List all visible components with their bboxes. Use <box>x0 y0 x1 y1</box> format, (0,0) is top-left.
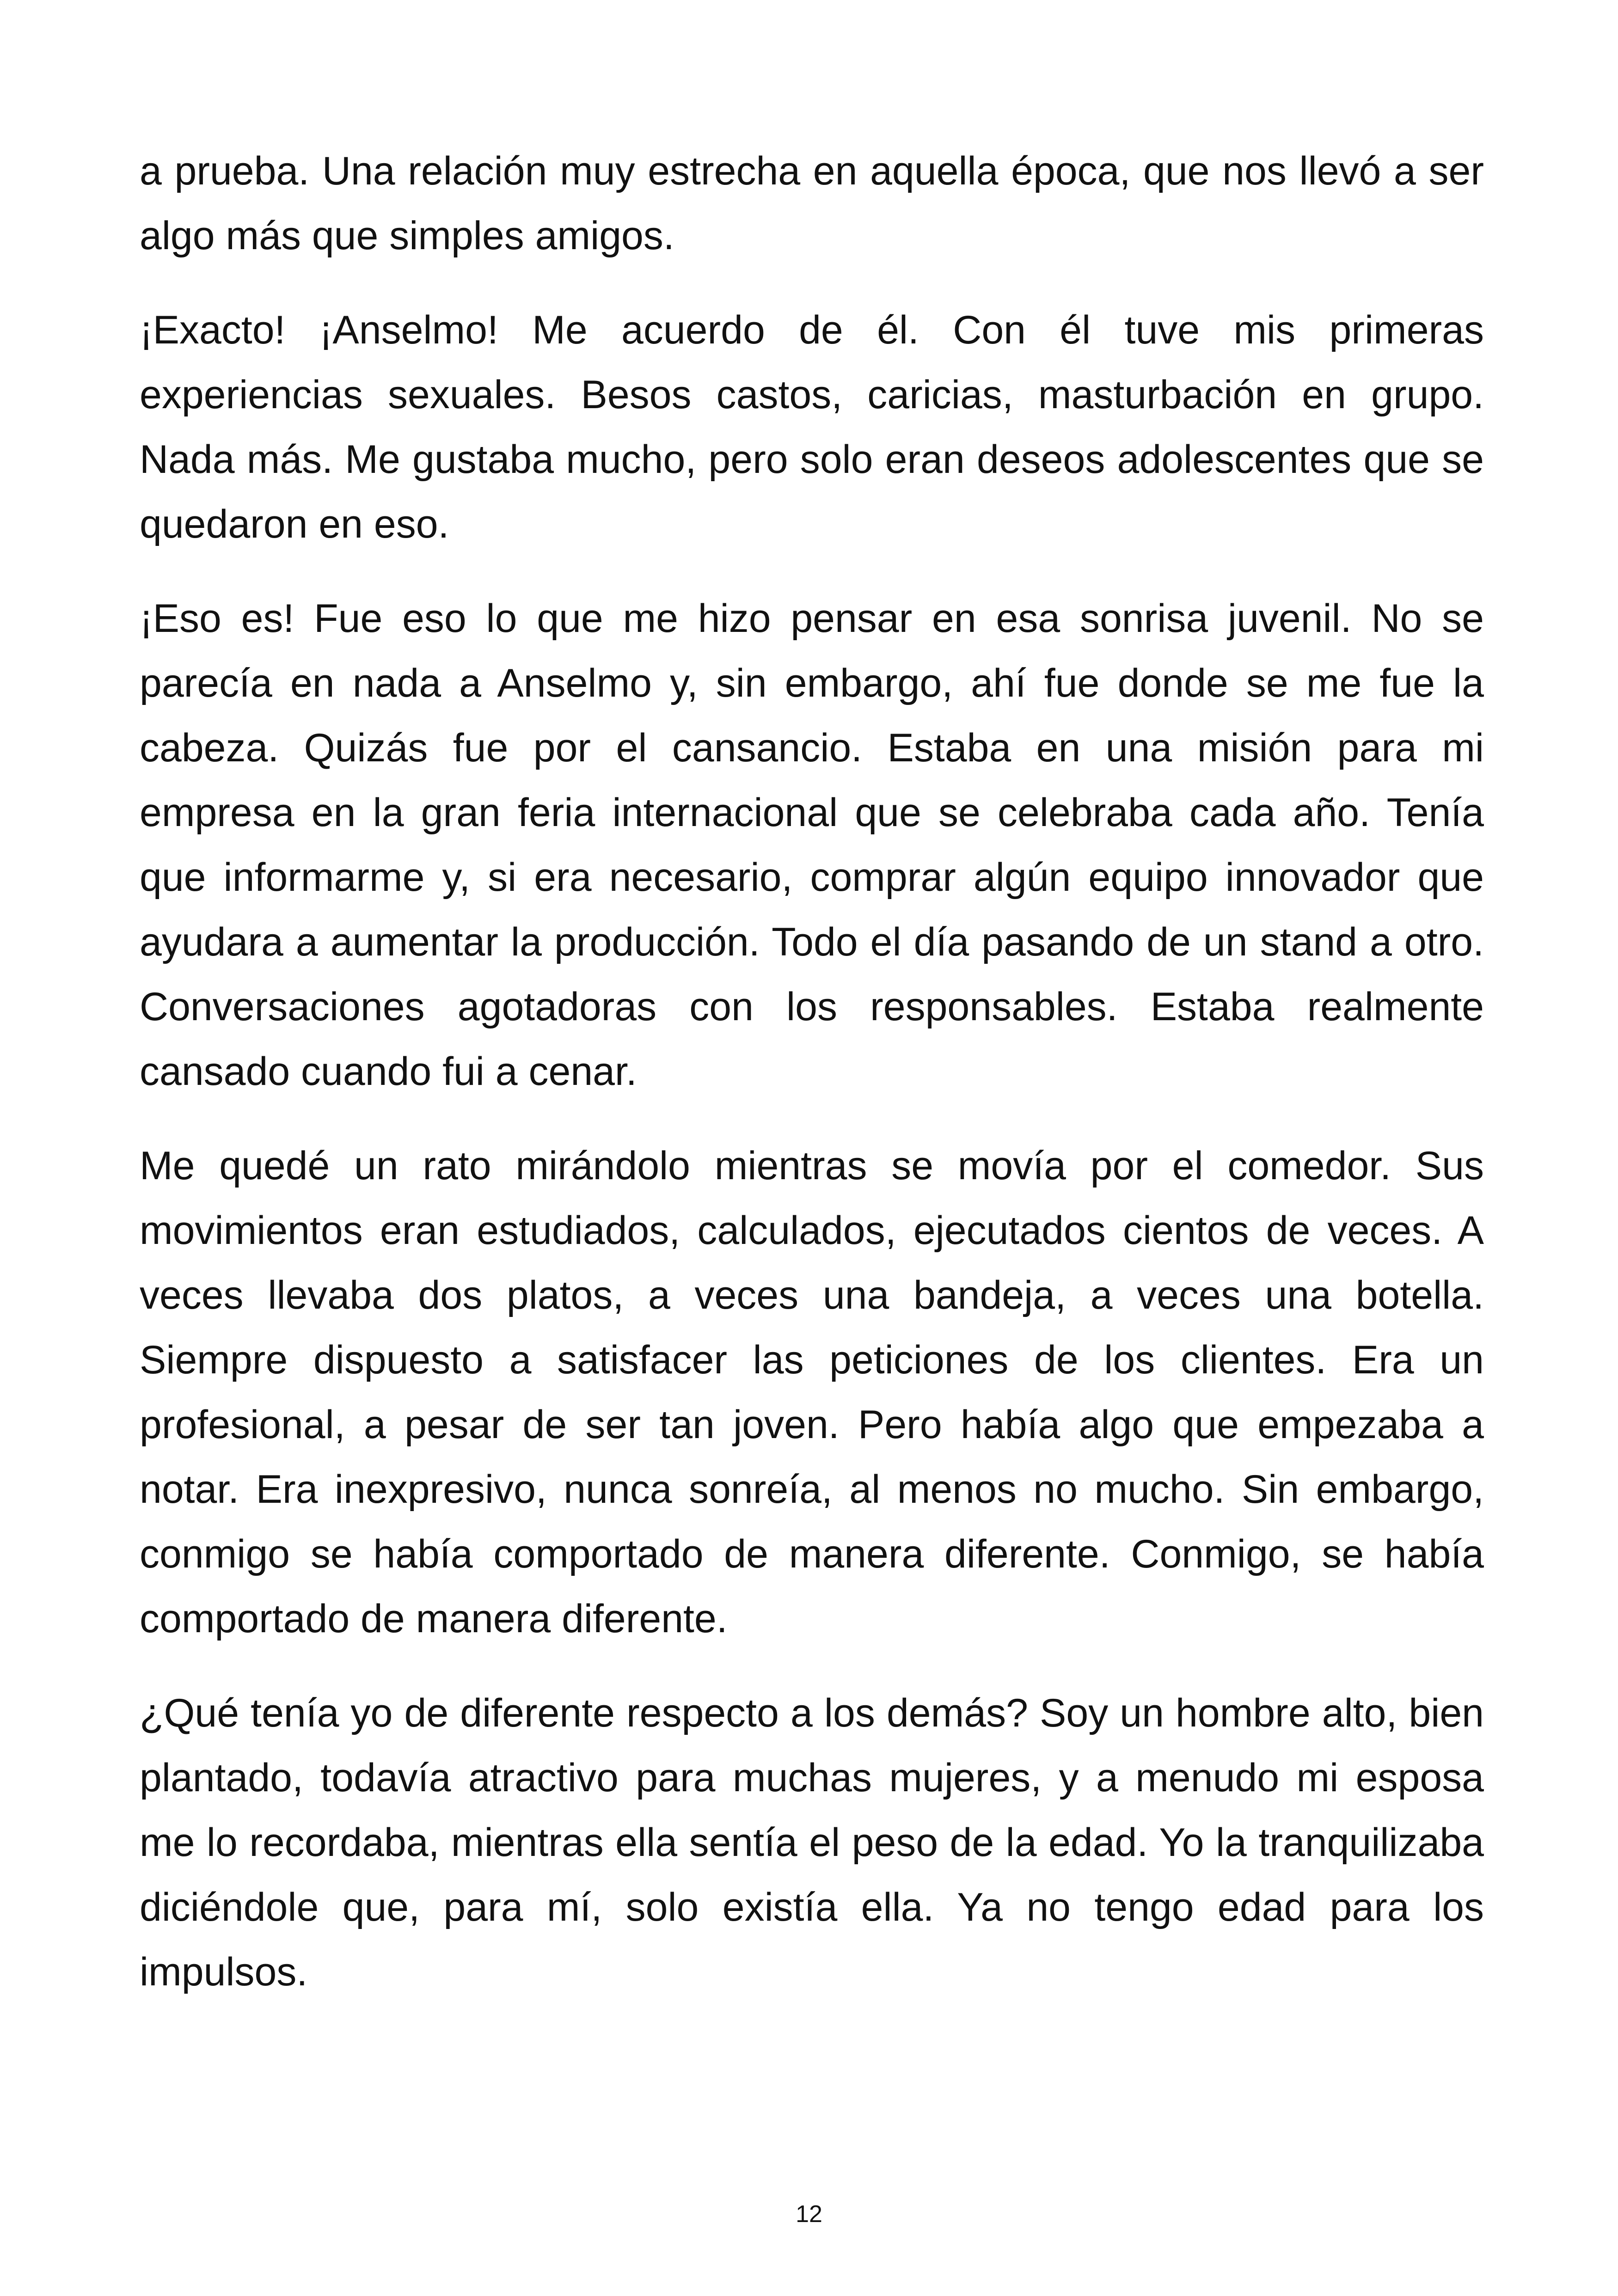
body-text <box>140 139 1484 2034</box>
page-number: 12 <box>796 2201 822 2228</box>
paragraph-4: Me quedé un rato mirándolo mientras se movía por el comedor. Sus movimientos eran estudiados, calculados, ejecutados cientos de veces. A veces llevaba dos platos, a veces una bandeja, a veces una botella. Siempre dispuesto a satisfacer las peticiones de los clientes. Era un profesional, a pesar de ser tan joven. Pero había algo que empezaba a notar. Era inexpresivo, nunca sonreía, al menos no mucho. Sin embargo, conmigo se había comportado de manera diferente. Conmigo, se había comportado de manera diferente. <box>140 1144 1484 1641</box>
paragraph-2: ¡Exacto! ¡Anselmo! Me acuerdo de él. Con él tuve mis primeras experiencias sexuales. Besos castos, caricias, masturbación en grupo. Nada más. Me gustaba mucho, pero solo eran deseos adolescentes que se quedaron en eso. <box>140 308 1484 546</box>
paragraph-3: ¡Eso es! Fue eso lo que me hizo pensar en esa sonrisa juvenil. No se parecía en nada a Anselmo y, sin embargo, ahí fue donde se me fue la cabeza. Quizás fue por el cansancio. Estaba en una misión para mi empresa en la gran feria internacional que se celebraba cada año. Tenía que informarme y, si era necesario, comprar algún equipo innovador que ayudara a aumentar la producción. Todo el día pasando de un stand a otro. Conversaciones agotadoras con los responsables. Estaba realmente cansado cuando fui a cenar. <box>140 596 1484 1094</box>
paragraph-1: a prueba. Una relación muy estrecha en aquella época, que nos llevó a ser algo más que simples amigos. <box>140 149 1484 258</box>
paragraph-5: ¿Qué tenía yo de diferente respecto a los demás? Soy un hombre alto, bien plantado, todavía atractivo para muchas mujeres, y a menudo mi esposa me lo recordaba, mientras ella sentía el peso de la edad. Yo la tranquilizaba diciéndole que, para mí, solo existía ella. Ya no tengo edad para los impulsos. <box>140 1691 1484 1994</box>
